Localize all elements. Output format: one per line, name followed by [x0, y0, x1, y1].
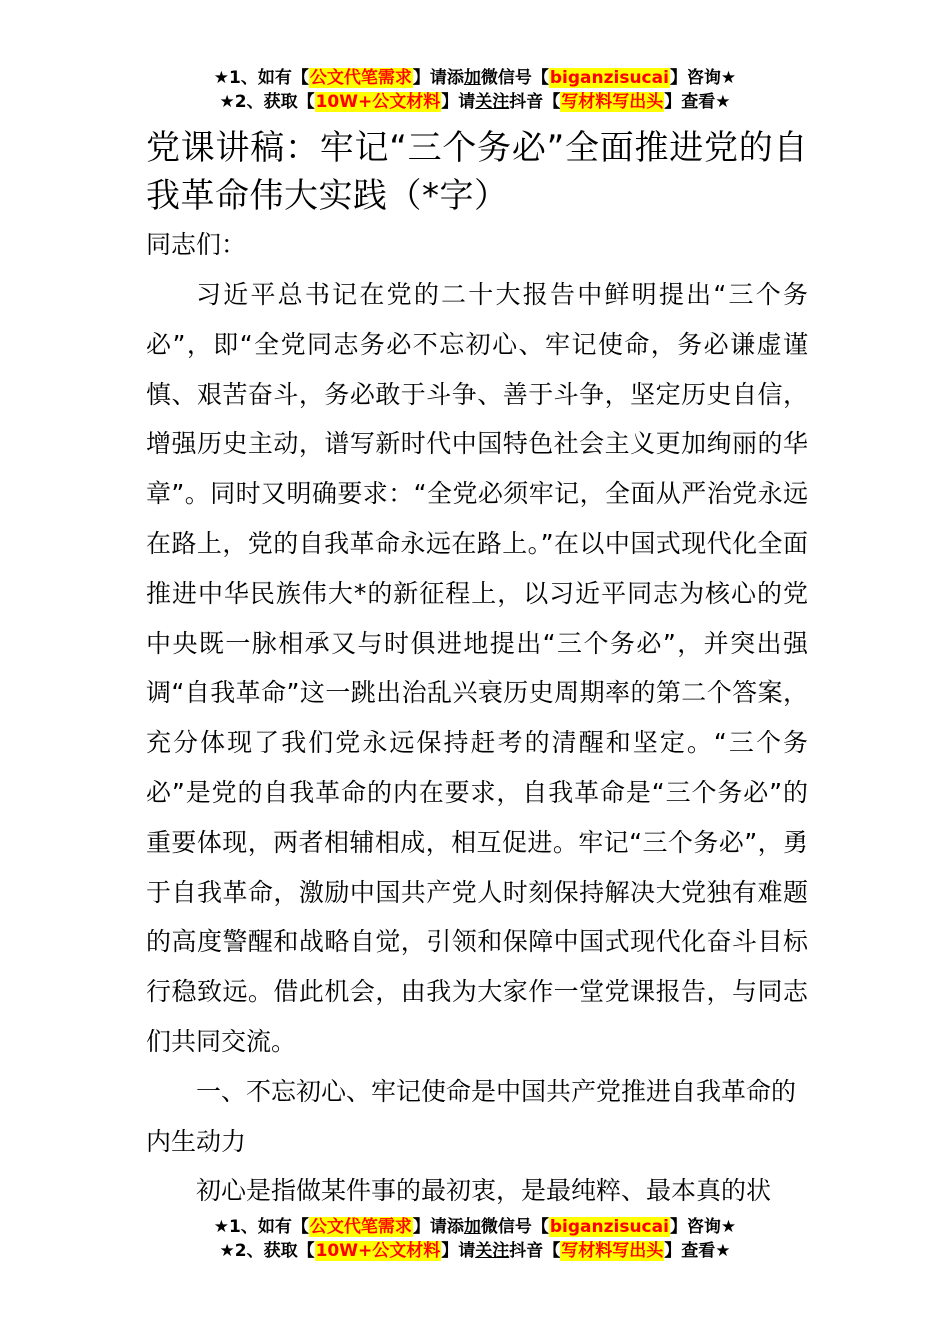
paragraph-intro: 习近平总书记在党的二十大报告中鲜明提出“三个务必”，即“全党同志务必不忘初心、牢记使命，务必谦虚谨慎、艰苦奋斗，务必敢于斗争、善于斗争，坚定历史自信，增强历史主动，谱写新时代中国特色社会主义更加绚丽的华章”。同时又明确要求：“全党必须牢记，全面从严治党永远在路上，党的自我革命永远在路上。”在以中国式现代化全面推进中华民族伟大*的新征程上，以习近平同志为核心的党中央既一脉相承又与时俱进地提出“三个务必”，并突出强调“自我革命”这一跳出治乱兴衰历史周期率的第二个答案，充分体现了我们党永远保持赶考的清醒和坚定。“三个务必”是党的自我革命的内在要求，自我革命是“三个务必”的重要体现，两者相辅相成，相互促进。牢记“三个务必”，勇于自我革命，激励中国共产党人时刻保持解决大党独有难题的高度警醒和战略自觉，引领和保障中国式现代化奋斗目标行稳致远。借此机会，由我为大家作一堂党课报告，与同志们共同交流。 [146, 280, 808, 1056]
promo-underlined-text: 加 [463, 68, 481, 88]
promo-line-1 [0, 66, 950, 90]
highlight-wechat-id: biganzisucai [549, 1217, 669, 1237]
promo-banner-top [0, 66, 950, 114]
promo-text: ★2、获取【 [219, 92, 315, 112]
section-heading-1: 一、不忘初心、牢记使命是中国共产党推进自我革命的内生动力 [146, 1076, 797, 1156]
document-body [146, 124, 808, 1216]
promo-text: 】请添 [412, 1217, 464, 1237]
promo-banner-bottom [0, 1215, 950, 1263]
promo-text: ★1、如有【 [213, 68, 309, 88]
promo-line-2 [0, 1239, 950, 1263]
promo-underlined-text: 关注 [475, 1241, 510, 1261]
highlight-service: 公文代笔需求 [309, 68, 412, 88]
promo-text: 微信号【 [480, 68, 549, 88]
promo-text: 抖音【 [509, 92, 561, 112]
highlight-douyin-account: 写材料写出头 [561, 1241, 664, 1261]
highlight-materials: 10W+公文材料 [315, 1241, 441, 1261]
promo-text: 微信号【 [480, 1217, 549, 1237]
promo-text: 】咨询★ [669, 68, 737, 88]
promo-text: 】请 [441, 1241, 476, 1261]
promo-text: ★1、如有【 [213, 1217, 309, 1237]
promo-text: 】查看★ [664, 1241, 731, 1261]
promo-text: 抖音【 [509, 1241, 561, 1261]
promo-text: 】查看★ [664, 92, 731, 112]
promo-line-1 [0, 1215, 950, 1239]
document-title: 党课讲稿：牢记“三个务必”全面推进党的自我革命伟大实践（*字） [146, 128, 808, 216]
highlight-materials: 10W+公文材料 [315, 92, 441, 112]
greeting: 同志们： [146, 230, 247, 259]
promo-text: 】请添 [412, 68, 464, 88]
promo-line-2 [0, 90, 950, 114]
promo-text: ★2、获取【 [219, 1241, 315, 1261]
paragraph-section-1: 初心是指做某件事的最初衷，是最纯粹、最本真的状 [196, 1176, 772, 1206]
promo-underlined-text: 加 [463, 1217, 481, 1237]
highlight-service: 公文代笔需求 [309, 1217, 412, 1237]
promo-underlined-text: 关注 [475, 92, 510, 112]
promo-text: 】咨询★ [669, 1217, 737, 1237]
highlight-douyin-account: 写材料写出头 [561, 92, 664, 112]
promo-text: 】请 [441, 92, 476, 112]
highlight-wechat-id: biganzisucai [549, 68, 669, 88]
